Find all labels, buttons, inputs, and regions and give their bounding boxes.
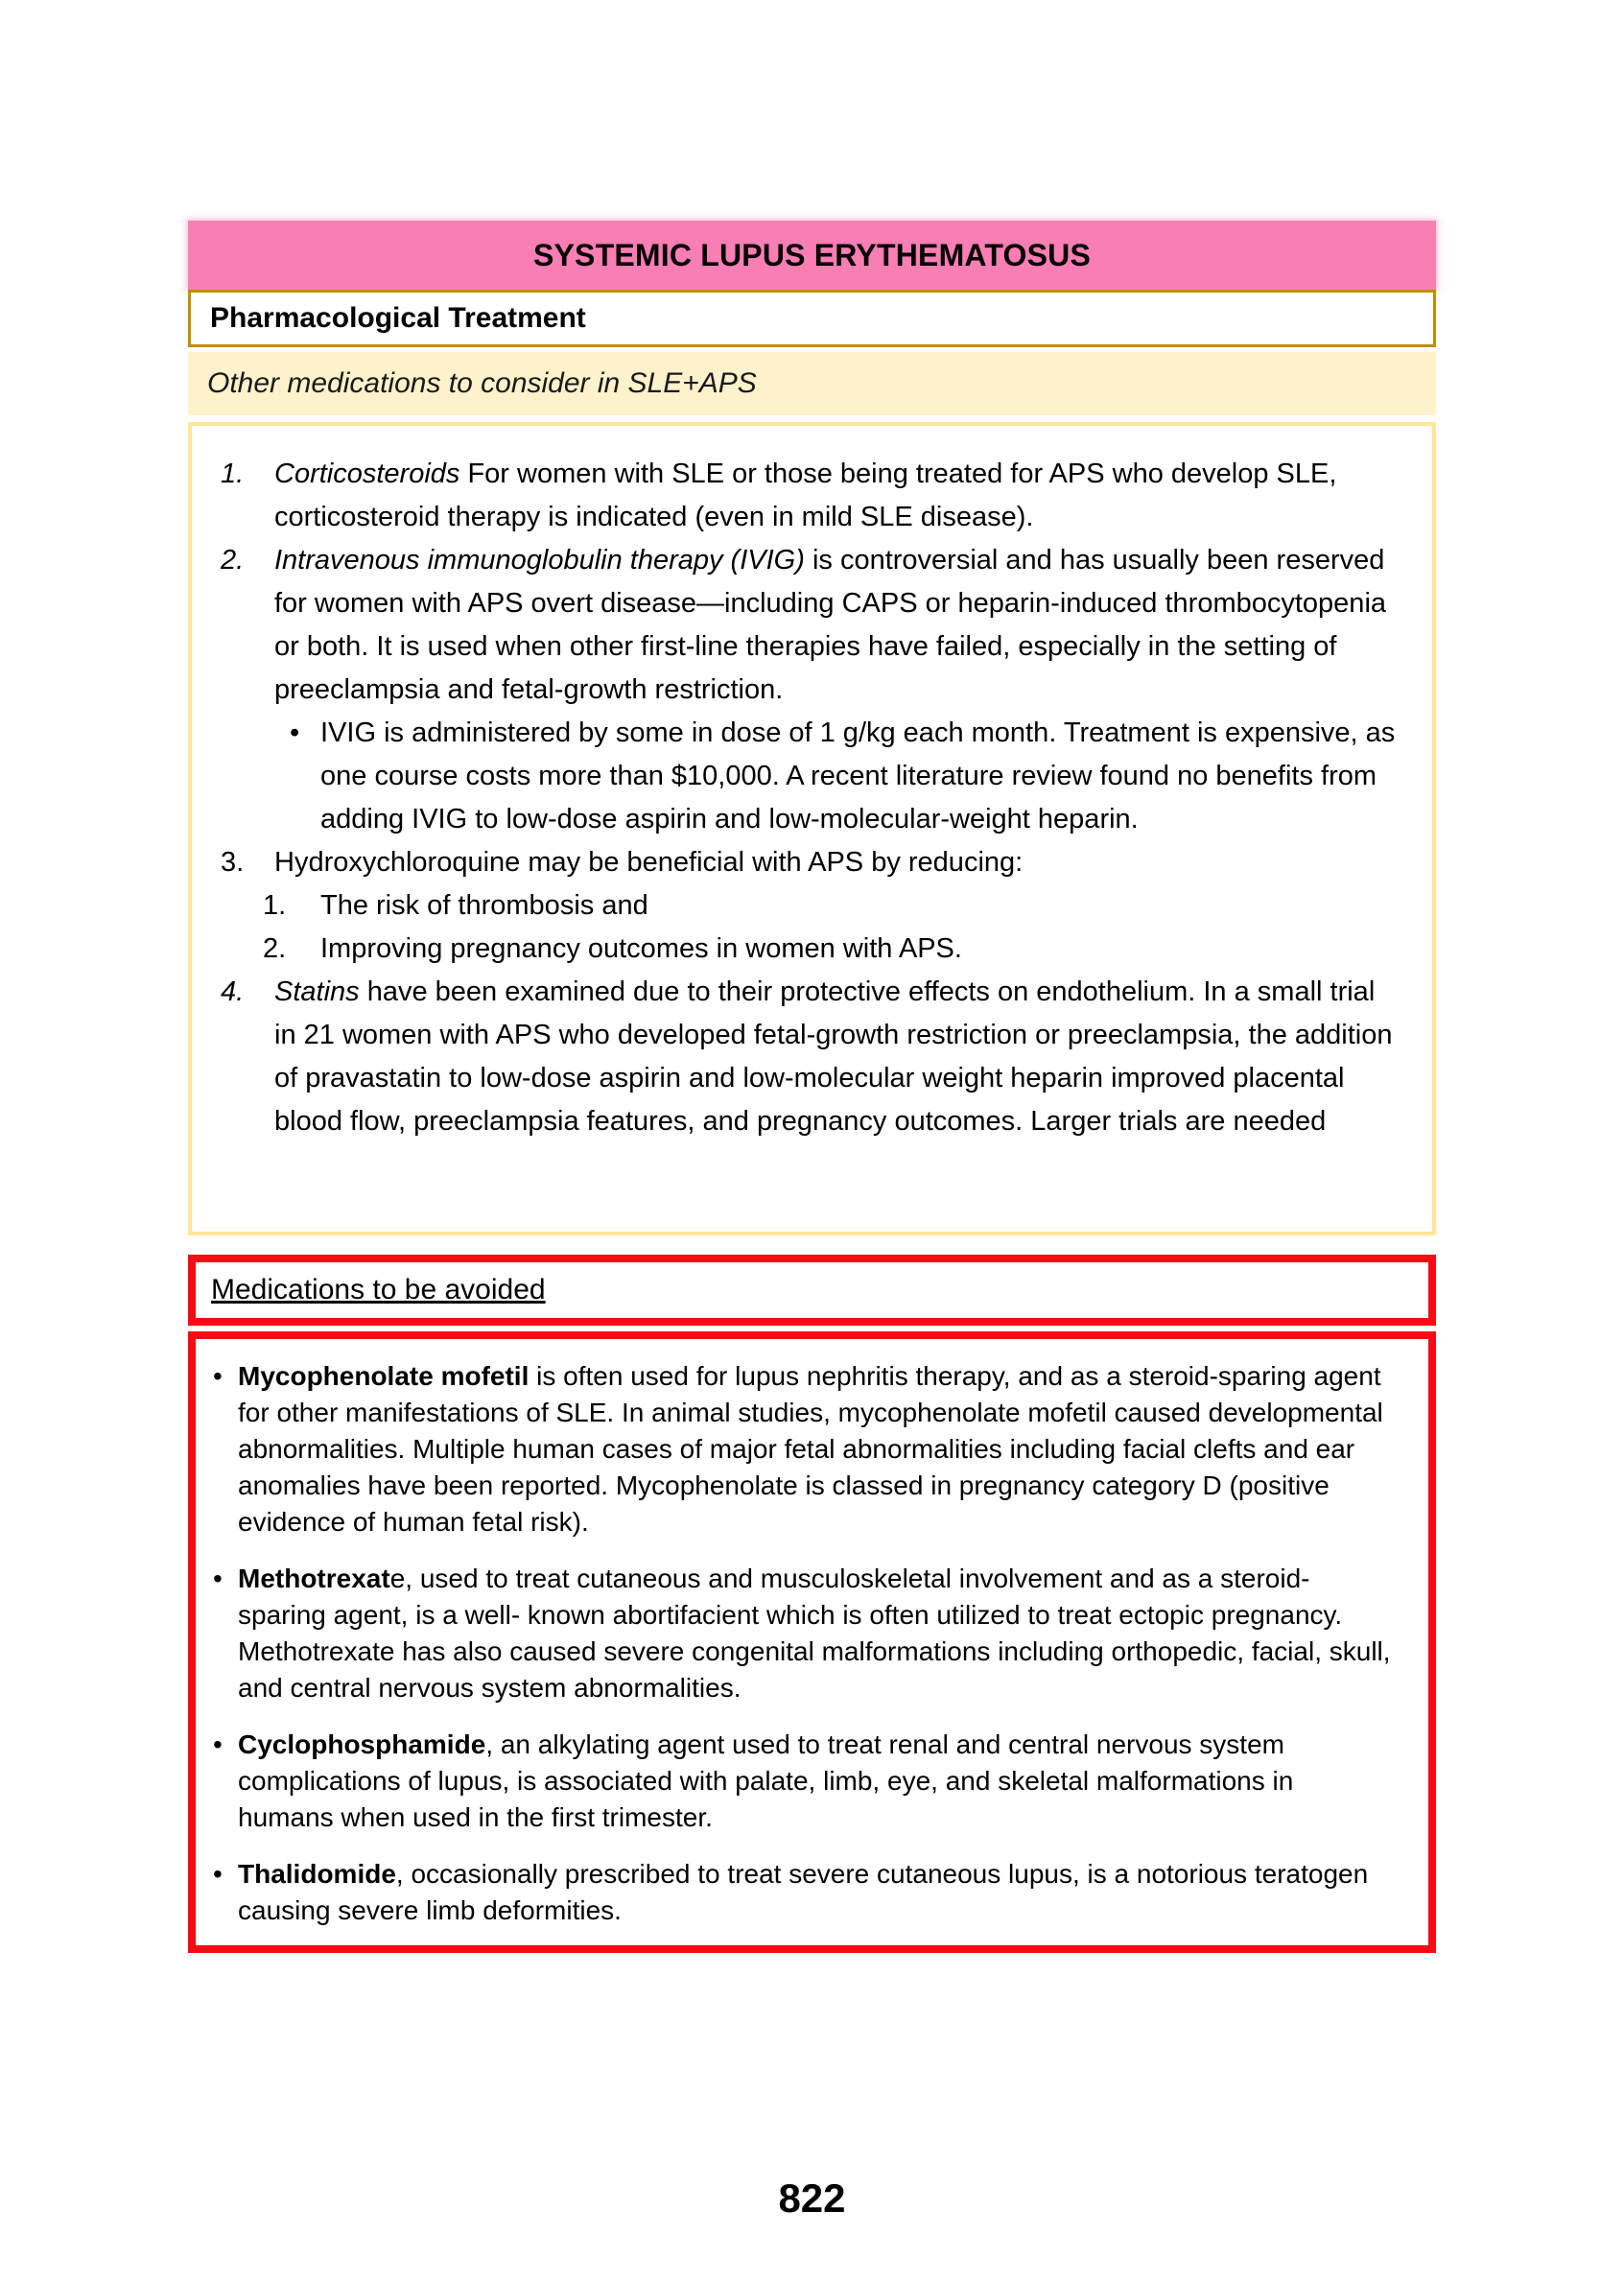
page-number: 822 — [778, 2175, 846, 2221]
avoided-bullet-item — [196, 1727, 1396, 1836]
list-item-lead: Corticosteroids — [274, 459, 460, 489]
sub-bullet-list — [192, 712, 1398, 841]
drug-name: Thalidomide — [238, 1859, 396, 1889]
list-item-text: Hydroxychloroquine may be beneficial with APS by reducing: — [274, 847, 1024, 878]
sub-item-text: The risk of thrombosis and — [320, 890, 648, 921]
sub-item-number: 2. — [263, 933, 287, 964]
bullet-marker: • — [213, 1729, 223, 1759]
list-item-text: have been examined due to their protective effects on endothelium. In a small trial in 21 women with APS who developed fetal-growth restriction or preeclampsia, the addition of pravastatin to low-dose aspirin and low-molecular weight heparin improved placental blood flow, preeclampsia features, and pregnancy outcomes. Larger trials are needed — [274, 976, 1393, 1137]
list-item-lead: Intravenous immunoglobulin therapy (IVIG) — [274, 545, 805, 576]
title-banner — [188, 221, 1436, 290]
list-item — [192, 841, 1398, 884]
avoided-header-title: Medications to be avoided — [211, 1274, 546, 1305]
drug-name: Mycophenolate mofetil — [238, 1361, 530, 1391]
subsection-header-box — [188, 352, 1436, 415]
drug-name: Cyclophosphamide — [238, 1729, 486, 1759]
list-item — [192, 453, 1398, 539]
list-item-number: 3. — [221, 847, 245, 878]
subsection-title: Other medications to consider in SLE+APS — [207, 367, 757, 399]
list-item-lead: Statins — [274, 976, 360, 1007]
bullet-marker: • — [213, 1859, 223, 1889]
avoided-list-box — [188, 1331, 1436, 1953]
sub-item-number: 1. — [263, 890, 287, 921]
list-item-text: For women with SLE or those being treated for APS who develop SLE, corticosteroid therapy is indicated (even in mild SLE disease). — [274, 459, 1337, 532]
sub-numbered-list — [192, 884, 1398, 971]
drug-text: , an alkylating agent used to treat renal and central nervous system complications of lupus, is associated with palate, limb, eye, and skeletal malformations in humans when used in the first trimester. — [238, 1729, 1294, 1832]
sub-item-text: Improving pregnancy outcomes in women with APS. — [320, 933, 962, 964]
list-item — [192, 971, 1398, 1143]
list-item — [192, 539, 1398, 712]
list-item-number: 4. — [221, 976, 245, 1007]
drug-name: Methotrexat — [238, 1564, 390, 1593]
bullet-marker: • — [290, 717, 300, 748]
list-item-text: is controversial and has usually been reserved for women with APS overt disease—including CAPS or heparin-induced thrombocytopenia or both. It is used when other first-line therapies have failed, especially in the setting of preeclampsia and fetal-growth restriction. — [274, 545, 1387, 705]
avoided-bullet-item — [196, 1561, 1396, 1706]
page-title: SYSTEMIC LUPUS ERYTHEMATOSUS — [532, 237, 1092, 272]
considerations-box — [188, 422, 1436, 1235]
sub-bullet-text: IVIG is administered by some in dose of 1 g/kg each month. Treatment is expensive, as one course costs more than $10,000. A recent literature review found no benefits from adding IVIG to low-dose aspirin and low-molecular-weight heparin. — [320, 717, 1396, 835]
drug-text: is often used for lupus nephritis therapy, and as a steroid-sparing agent for other manifestations of SLE. In animal studies, mycophenolate mofetil caused developmental abnormalities. Multiple human cases of major fetal abnormalities including facial clefts and ear anomalies have been reported. Mycophenolate is classed in pregnancy category D (positive evidence of human fetal risk). — [238, 1361, 1383, 1537]
sub-list-item — [192, 884, 1398, 928]
avoided-bullet-item — [196, 1856, 1396, 1929]
bullet-marker: • — [213, 1564, 223, 1593]
avoided-bullet-item — [196, 1358, 1396, 1540]
bullet-marker: • — [213, 1361, 223, 1391]
section-header-box — [188, 290, 1436, 347]
drug-text: , occasionally prescribed to treat severe cutaneous lupus, is a notorious teratogen causing severe limb deformities. — [238, 1859, 1369, 1925]
list-item-number: 2. — [221, 545, 245, 576]
sub-list-item — [192, 928, 1398, 971]
sub-bullet-item — [192, 712, 1398, 841]
avoided-header-box — [188, 1255, 1436, 1326]
drug-text: e, used to treat cutaneous and musculoskeletal involvement and as a steroid-sparing agent, is a well- known abortifacient which is often utilized to treat ectopic pregnancy. Methotrexate has also caused severe congenital malformations including orthopedic, facial, skull, and central nervous system abnormalities. — [238, 1564, 1391, 1703]
section-title: Pharmacological Treatment — [210, 302, 586, 334]
list-item-number: 1. — [221, 459, 245, 489]
